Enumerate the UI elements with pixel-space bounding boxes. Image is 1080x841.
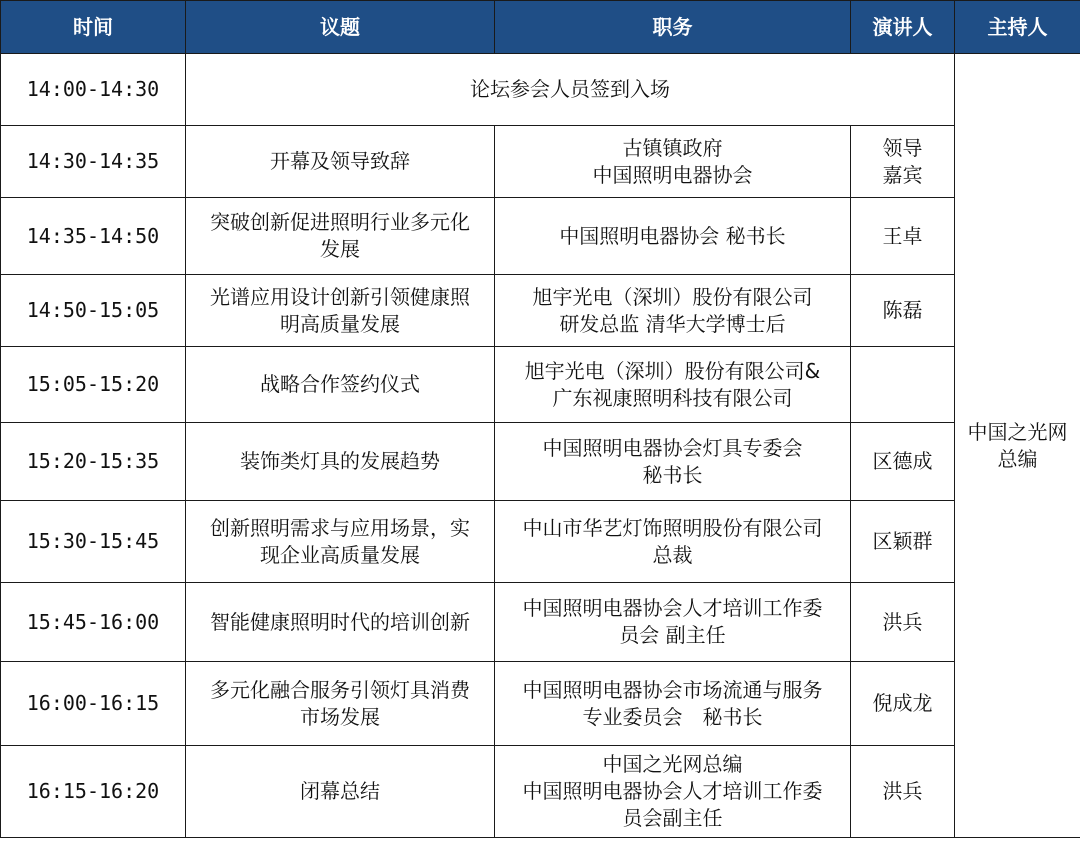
row-topic — [186, 583, 495, 662]
row-position — [495, 746, 851, 838]
header-position: 职务 — [495, 1, 851, 54]
header-speaker: 演讲人 — [851, 1, 955, 54]
row-speaker-line: 倪成龙 — [872, 691, 933, 715]
row-position-line: 旭宇光电（深圳）股份有限公司 — [532, 284, 813, 309]
row-time: 14:50-15:05 — [1, 275, 186, 347]
table-row — [1, 198, 1080, 275]
row-position-line: 旭宇光电（深圳）股份有限公司& — [524, 358, 821, 383]
row-topic — [186, 501, 495, 583]
row-speaker-line: 陈磊 — [882, 298, 923, 322]
table-row — [1, 501, 1080, 583]
header-topic: 议题 — [186, 1, 495, 54]
table-row — [1, 275, 1080, 347]
row-topic — [186, 198, 495, 275]
row-position-line: 中国照明电器协会市场流通与服务 — [522, 677, 823, 702]
row-time: 15:05-15:20 — [1, 347, 186, 423]
row-speaker-line: 区颖群 — [872, 529, 933, 553]
row-topic-line: 突破创新促进照明行业多元化 — [210, 210, 470, 234]
row-position-line: 研发总监 清华大学博士后 — [559, 311, 786, 336]
row-position — [495, 198, 851, 275]
row-topic-line: 明高质量发展 — [280, 311, 400, 336]
header-time: 时间 — [1, 1, 186, 54]
row-topic-line: 市场发展 — [300, 704, 380, 729]
row-time: 16:15-16:20 — [1, 746, 186, 838]
table-row — [1, 662, 1080, 746]
row-position — [495, 423, 851, 501]
header-row — [1, 1, 1080, 54]
row-topic-line: 战略合作签约仪式 — [260, 372, 420, 396]
row-position — [495, 275, 851, 347]
row-speaker-line: 领导 — [882, 135, 923, 160]
row-speaker-line: 区德成 — [872, 449, 933, 473]
row-position — [495, 583, 851, 662]
checkin-text: 论坛参会人员签到入场 — [186, 54, 955, 126]
table-row — [1, 126, 1080, 198]
host-line: 总编 — [997, 446, 1038, 471]
table-row-checkin — [1, 54, 1080, 126]
row-time: 15:45-16:00 — [1, 583, 186, 662]
row-topic — [186, 275, 495, 347]
row-speaker — [851, 501, 955, 583]
row-position-line: 秘书长 — [642, 462, 703, 487]
row-time: 16:00-16:15 — [1, 662, 186, 746]
row-topic — [186, 126, 495, 198]
row-speaker-line: 洪兵 — [882, 779, 923, 803]
row-speaker — [851, 275, 955, 347]
row-position-line: 中国照明电器协会 秘书长 — [559, 223, 786, 248]
row-speaker — [851, 423, 955, 501]
row-topic — [186, 423, 495, 501]
row-topic — [186, 347, 495, 423]
row-topic-line: 光谱应用设计创新引领健康照 — [210, 284, 470, 309]
row-topic-line: 闭幕总结 — [300, 779, 380, 803]
table-row — [1, 583, 1080, 662]
row-position-line: 古镇镇政府 — [622, 135, 723, 160]
table-row — [1, 423, 1080, 501]
host-cell — [955, 54, 1080, 838]
checkin-time: 14:00-14:30 — [1, 54, 186, 126]
row-topic-line: 装饰类灯具的发展趋势 — [240, 449, 440, 473]
row-position-line: 中国之光网总编 — [602, 752, 743, 776]
row-topic — [186, 746, 495, 838]
row-topic-line: 多元化融合服务引领灯具消费 — [210, 677, 470, 702]
row-position-line: 专业委员会 秘书长 — [582, 704, 763, 729]
row-topic-line: 发展 — [320, 237, 360, 261]
row-position — [495, 126, 851, 198]
row-position-line: 中国照明电器协会人才培训工作委 — [522, 779, 823, 803]
table-row — [1, 347, 1080, 423]
row-topic-line: 创新照明需求与应用场景，实 — [210, 515, 470, 540]
row-speaker-line: 王卓 — [882, 223, 923, 248]
header-host: 主持人 — [955, 1, 1080, 54]
row-speaker — [851, 583, 955, 662]
table-row — [1, 746, 1080, 838]
row-position — [495, 347, 851, 423]
row-topic — [186, 662, 495, 746]
row-speaker — [851, 746, 955, 838]
row-speaker-line: 嘉宾 — [882, 162, 923, 187]
row-position — [495, 501, 851, 583]
row-position-line: 广东视康照明科技有限公司 — [552, 385, 793, 410]
row-time: 15:20-15:35 — [1, 423, 186, 501]
row-time: 14:35-14:50 — [1, 198, 186, 275]
row-speaker — [851, 347, 955, 423]
row-position-line: 中国照明电器协会 — [592, 162, 753, 187]
row-position-line: 中国照明电器协会人才培训工作委 — [522, 596, 823, 620]
row-topic-line: 开幕及领导致辞 — [270, 149, 410, 173]
host-line: 中国之光网 — [967, 419, 1068, 444]
row-position-line: 总裁 — [652, 542, 693, 567]
row-position-line: 中国照明电器协会灯具专委会 — [542, 435, 803, 460]
row-position — [495, 662, 851, 746]
row-speaker-line: 洪兵 — [882, 609, 923, 634]
row-speaker — [851, 662, 955, 746]
row-time: 15:30-15:45 — [1, 501, 186, 583]
row-topic-line: 现企业高质量发展 — [260, 542, 420, 567]
row-position-line: 中山市华艺灯饰照明股份有限公司 — [522, 515, 823, 540]
row-position-line: 员会 副主任 — [619, 623, 726, 647]
row-time: 14:30-14:35 — [1, 126, 186, 198]
row-topic-line: 智能健康照明时代的培训创新 — [210, 609, 470, 634]
row-speaker — [851, 198, 955, 275]
row-position-line: 员会副主任 — [622, 806, 723, 830]
row-speaker — [851, 126, 955, 198]
